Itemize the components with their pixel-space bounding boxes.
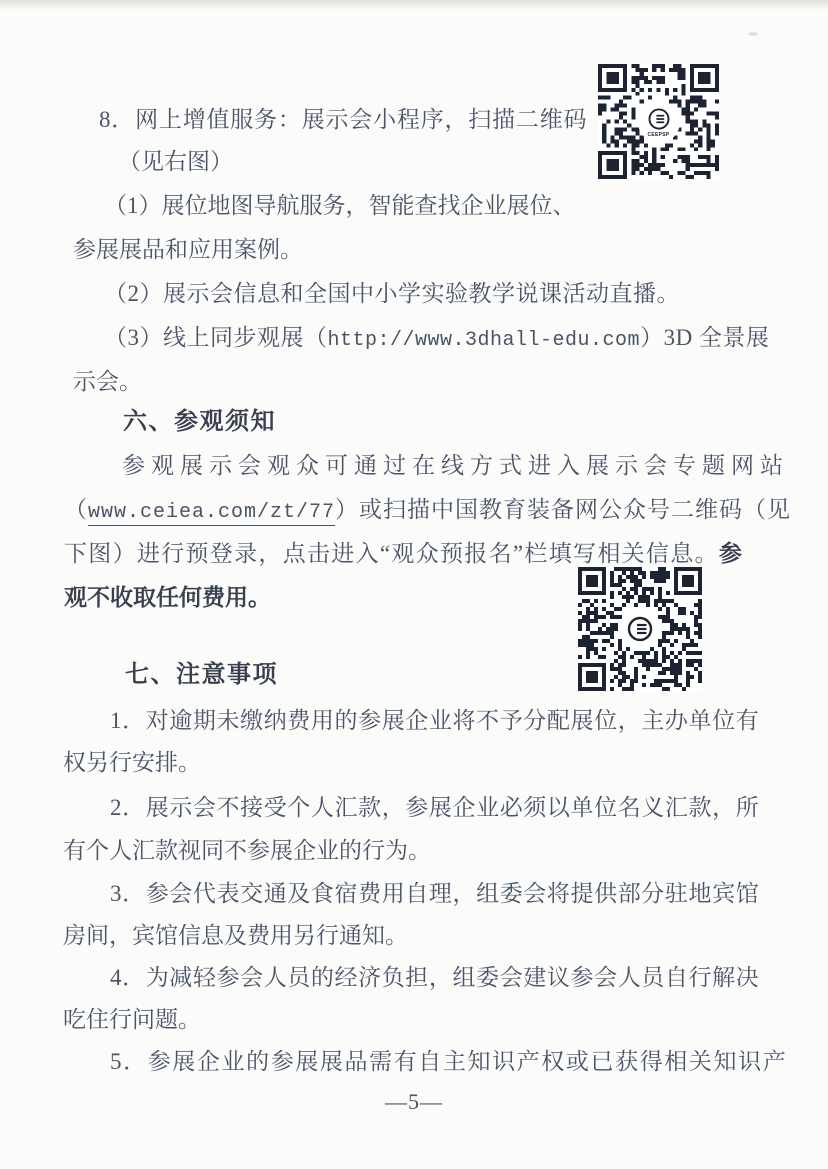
notice-item2-line1: 2．展示会不接受个人汇款，参展企业必须以单位名义汇款，所 bbox=[110, 795, 760, 820]
ce-logo-icon bbox=[619, 608, 661, 650]
notice-item1-line2: 权另行安排。 bbox=[63, 750, 201, 775]
notice-item5-line1: 5．参展企业的参展展品需有自主知识产权或已获得相关知识产 bbox=[110, 1049, 788, 1074]
item8-line2: （见右图） bbox=[118, 149, 233, 174]
notice-item2-line2: 有个人汇款视同不参展企业的行为。 bbox=[63, 838, 431, 863]
section6-line2 bbox=[64, 496, 791, 527]
notice-item4-line1: 4．为减轻参会人员的经济负担，组委会建议参会人员自行解决 bbox=[110, 965, 760, 990]
notice-item4-line2: 吃住行问题。 bbox=[63, 1007, 201, 1032]
page-number: —5— bbox=[385, 1089, 443, 1114]
wechat-official-account-qr-code bbox=[578, 567, 702, 691]
ceiea-url-text: www.ceiea.com/zt/77 bbox=[88, 501, 336, 524]
section6-line2-rest: ）或扫描中国教育装备网公众号二维码（见 bbox=[335, 497, 792, 522]
mini-program-qr-code bbox=[598, 64, 719, 179]
notice-item3-line2: 房间，宾馆信息及费用另行通知。 bbox=[63, 923, 408, 948]
section6-heading: 六、参观须知 bbox=[123, 409, 276, 435]
sub3-line1 bbox=[104, 324, 769, 355]
sub1-line1: （1）展位地图导航服务，智能查找企业展位、 bbox=[104, 193, 576, 218]
section6-line4-bold: 观不收取任何费用。 bbox=[64, 585, 271, 610]
ceepsp-logo-icon bbox=[638, 101, 680, 143]
3dhall-url-text: http://www.3dhall-edu.com bbox=[327, 329, 641, 352]
section6-line3-normal: 下图）进行预登录，点击进入“观众预报名”栏填写相关信息。 bbox=[64, 541, 719, 566]
sub3-suffix: ）3D 全景展 bbox=[640, 325, 770, 350]
notice-item1-line1: 1．对逾期未缴纳费用的参展企业将不予分配展位，主办单位有 bbox=[110, 708, 760, 733]
sub2-line1: （2）展示会信息和全国中小学实验教学说课活动直播。 bbox=[104, 281, 680, 306]
section6-line3-bold: 参 bbox=[718, 541, 744, 566]
section6-line3 bbox=[64, 540, 743, 568]
section7-heading: 七、注意事项 bbox=[125, 662, 278, 688]
sub3-prefix: （3）线上同步观展（ bbox=[104, 325, 328, 350]
notice-item3-line1: 3．参会代表交通及食宿费用自理，组委会将提供部分驻地宾馆 bbox=[110, 881, 760, 906]
scan-edge-artifact bbox=[0, 0, 828, 10]
ceepsp-logo-label: CEEPSP bbox=[647, 131, 670, 138]
item8-line1: 8．网上增值服务：展示会小程序，扫描二维码 bbox=[99, 107, 588, 132]
sub1-line2: 参展展品和应用案例。 bbox=[73, 237, 303, 262]
sub3-line2: 示会。 bbox=[73, 369, 142, 394]
paren-open: （ bbox=[64, 497, 88, 522]
scan-speck-artifact bbox=[748, 32, 758, 36]
section6-line1: 参观展示会观众可通过在线方式进入展示会专题网站 bbox=[122, 453, 789, 478]
